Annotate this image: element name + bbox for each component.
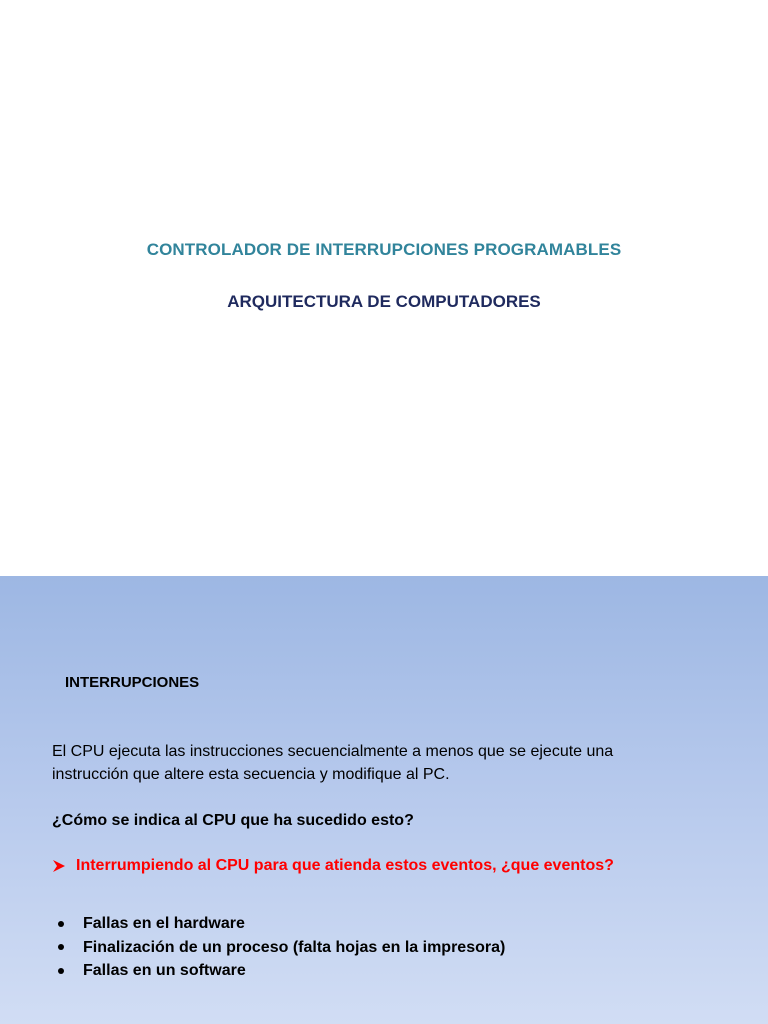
content-slide bbox=[0, 576, 768, 1024]
answer-text: Interrumpiendo al CPU para que atienda estos eventos, ¿que eventos? bbox=[76, 857, 614, 874]
section-heading: INTERRUPCIONES bbox=[65, 674, 200, 691]
slide-subtitle: ARQUITECTURA DE COMPUTADORES bbox=[227, 292, 541, 311]
bullet-icon bbox=[58, 944, 64, 950]
question-text: ¿Cómo se indica al CPU que ha sucedido esto? bbox=[52, 812, 414, 829]
list-item bbox=[58, 912, 505, 936]
list-item-text: Finalización de un proceso (falta hojas en la impresora) bbox=[83, 938, 506, 956]
event-list bbox=[58, 912, 505, 983]
list-item bbox=[58, 936, 505, 960]
intro-paragraph: El CPU ejecuta las instrucciones secuencialmente a menos que se ejecute una instrucción que altere esta secuencia y modifique al PC. bbox=[52, 743, 614, 783]
answer-line bbox=[52, 857, 614, 875]
bullet-icon bbox=[58, 968, 64, 974]
list-item bbox=[58, 959, 505, 983]
slide-title: CONTROLADOR DE INTERRUPCIONES PROGRAMABLES bbox=[146, 240, 622, 259]
list-item-text: Fallas en el hardware bbox=[83, 915, 245, 932]
arrow-right-icon bbox=[52, 859, 66, 873]
bullet-icon bbox=[58, 921, 64, 927]
list-item-text: Fallas en un software bbox=[83, 962, 246, 979]
